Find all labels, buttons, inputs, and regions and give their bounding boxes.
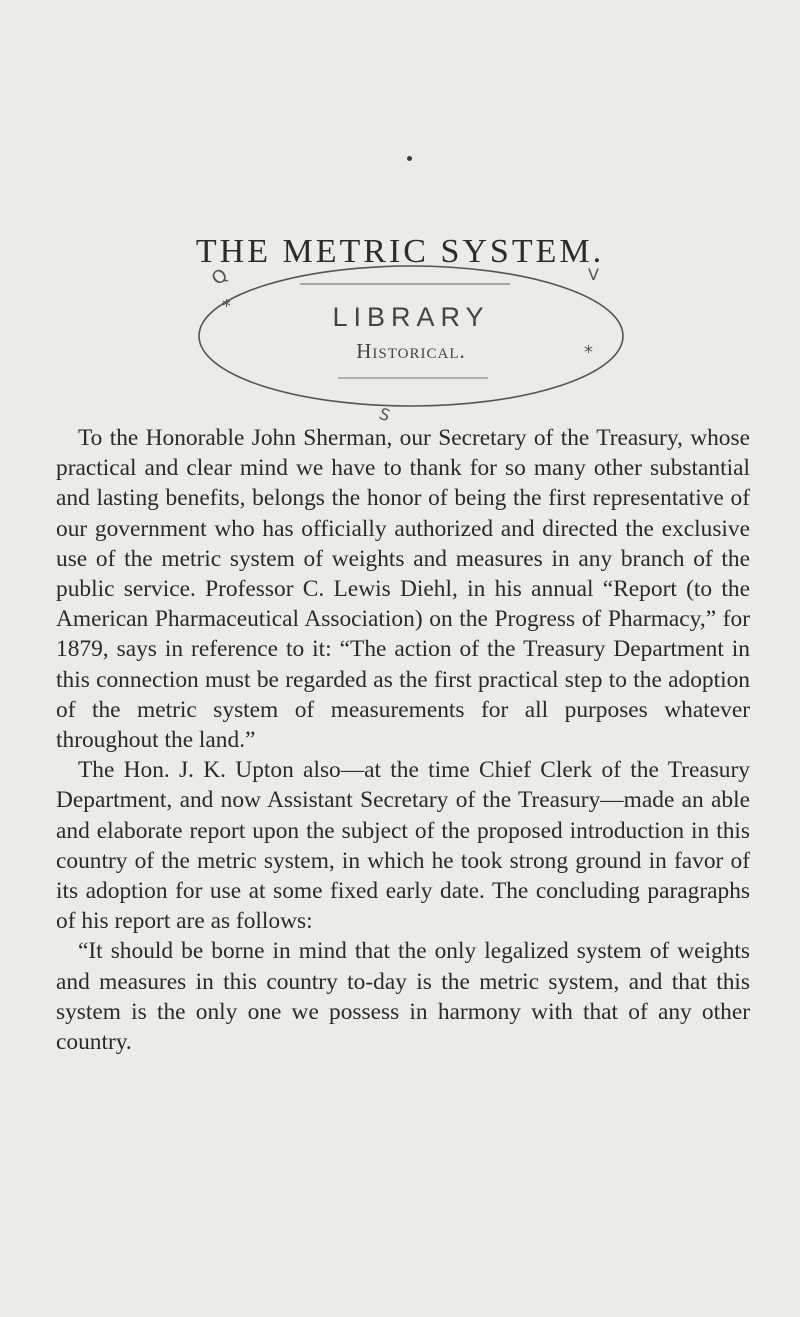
paragraph-1: To the Honorable John Sherman, our Secretary of the Treasury, whose practical and clear mind we have to thank for so many other substantial and lasting benefits, belongs the honor of being the first representative of our government who has officially authorized and directed the exclusive use of the metric system of weights and measures in any branch of the public service. Professor C. Lewis Diehl, in his annual “Report (to the American Pharmaceutical Association) on the Progress of Pharmacy,” for 1879, says in reference to it: “The action of the Treasury Department in this connection must be regarded as the first practical step to the adoption of the metric system of measurements for all purposes whatever throughout the land.” [56, 425, 750, 754]
paragraph-2: The Hon. J. K. Upton also—at the time Chief Clerk of the Treasury Department, and now Assistant Secretary of the Treasury—made an able and elaborate report upon the subject of the proposed introduction in this country of the metric system, in which he took strong ground in favor of its adoption for use at some fixed early date. The concluding paragraphs of his report are as follows: [56, 757, 750, 935]
svg-text:*: * [584, 342, 593, 363]
ink-speck [407, 156, 412, 161]
paragraph-3: “It should be borne in mind that the only legalized system of weights and measures in this country to-day is the metric system, and that this system is the only one we possess in harmony with that of any other country. [56, 938, 750, 1056]
svg-text:V: V [588, 265, 599, 284]
svg-text:*: * [222, 296, 231, 317]
svg-text:Q: Q [207, 264, 233, 290]
svg-text:S: S [376, 403, 393, 426]
body-text [56, 423, 750, 1057]
library-stamp [188, 258, 634, 448]
page-heading: THE METRIC SYSTEM. [195, 233, 605, 270]
stamp-library-label: LIBRARY [332, 302, 490, 332]
stamp-historical-label: Historical. [356, 339, 466, 363]
